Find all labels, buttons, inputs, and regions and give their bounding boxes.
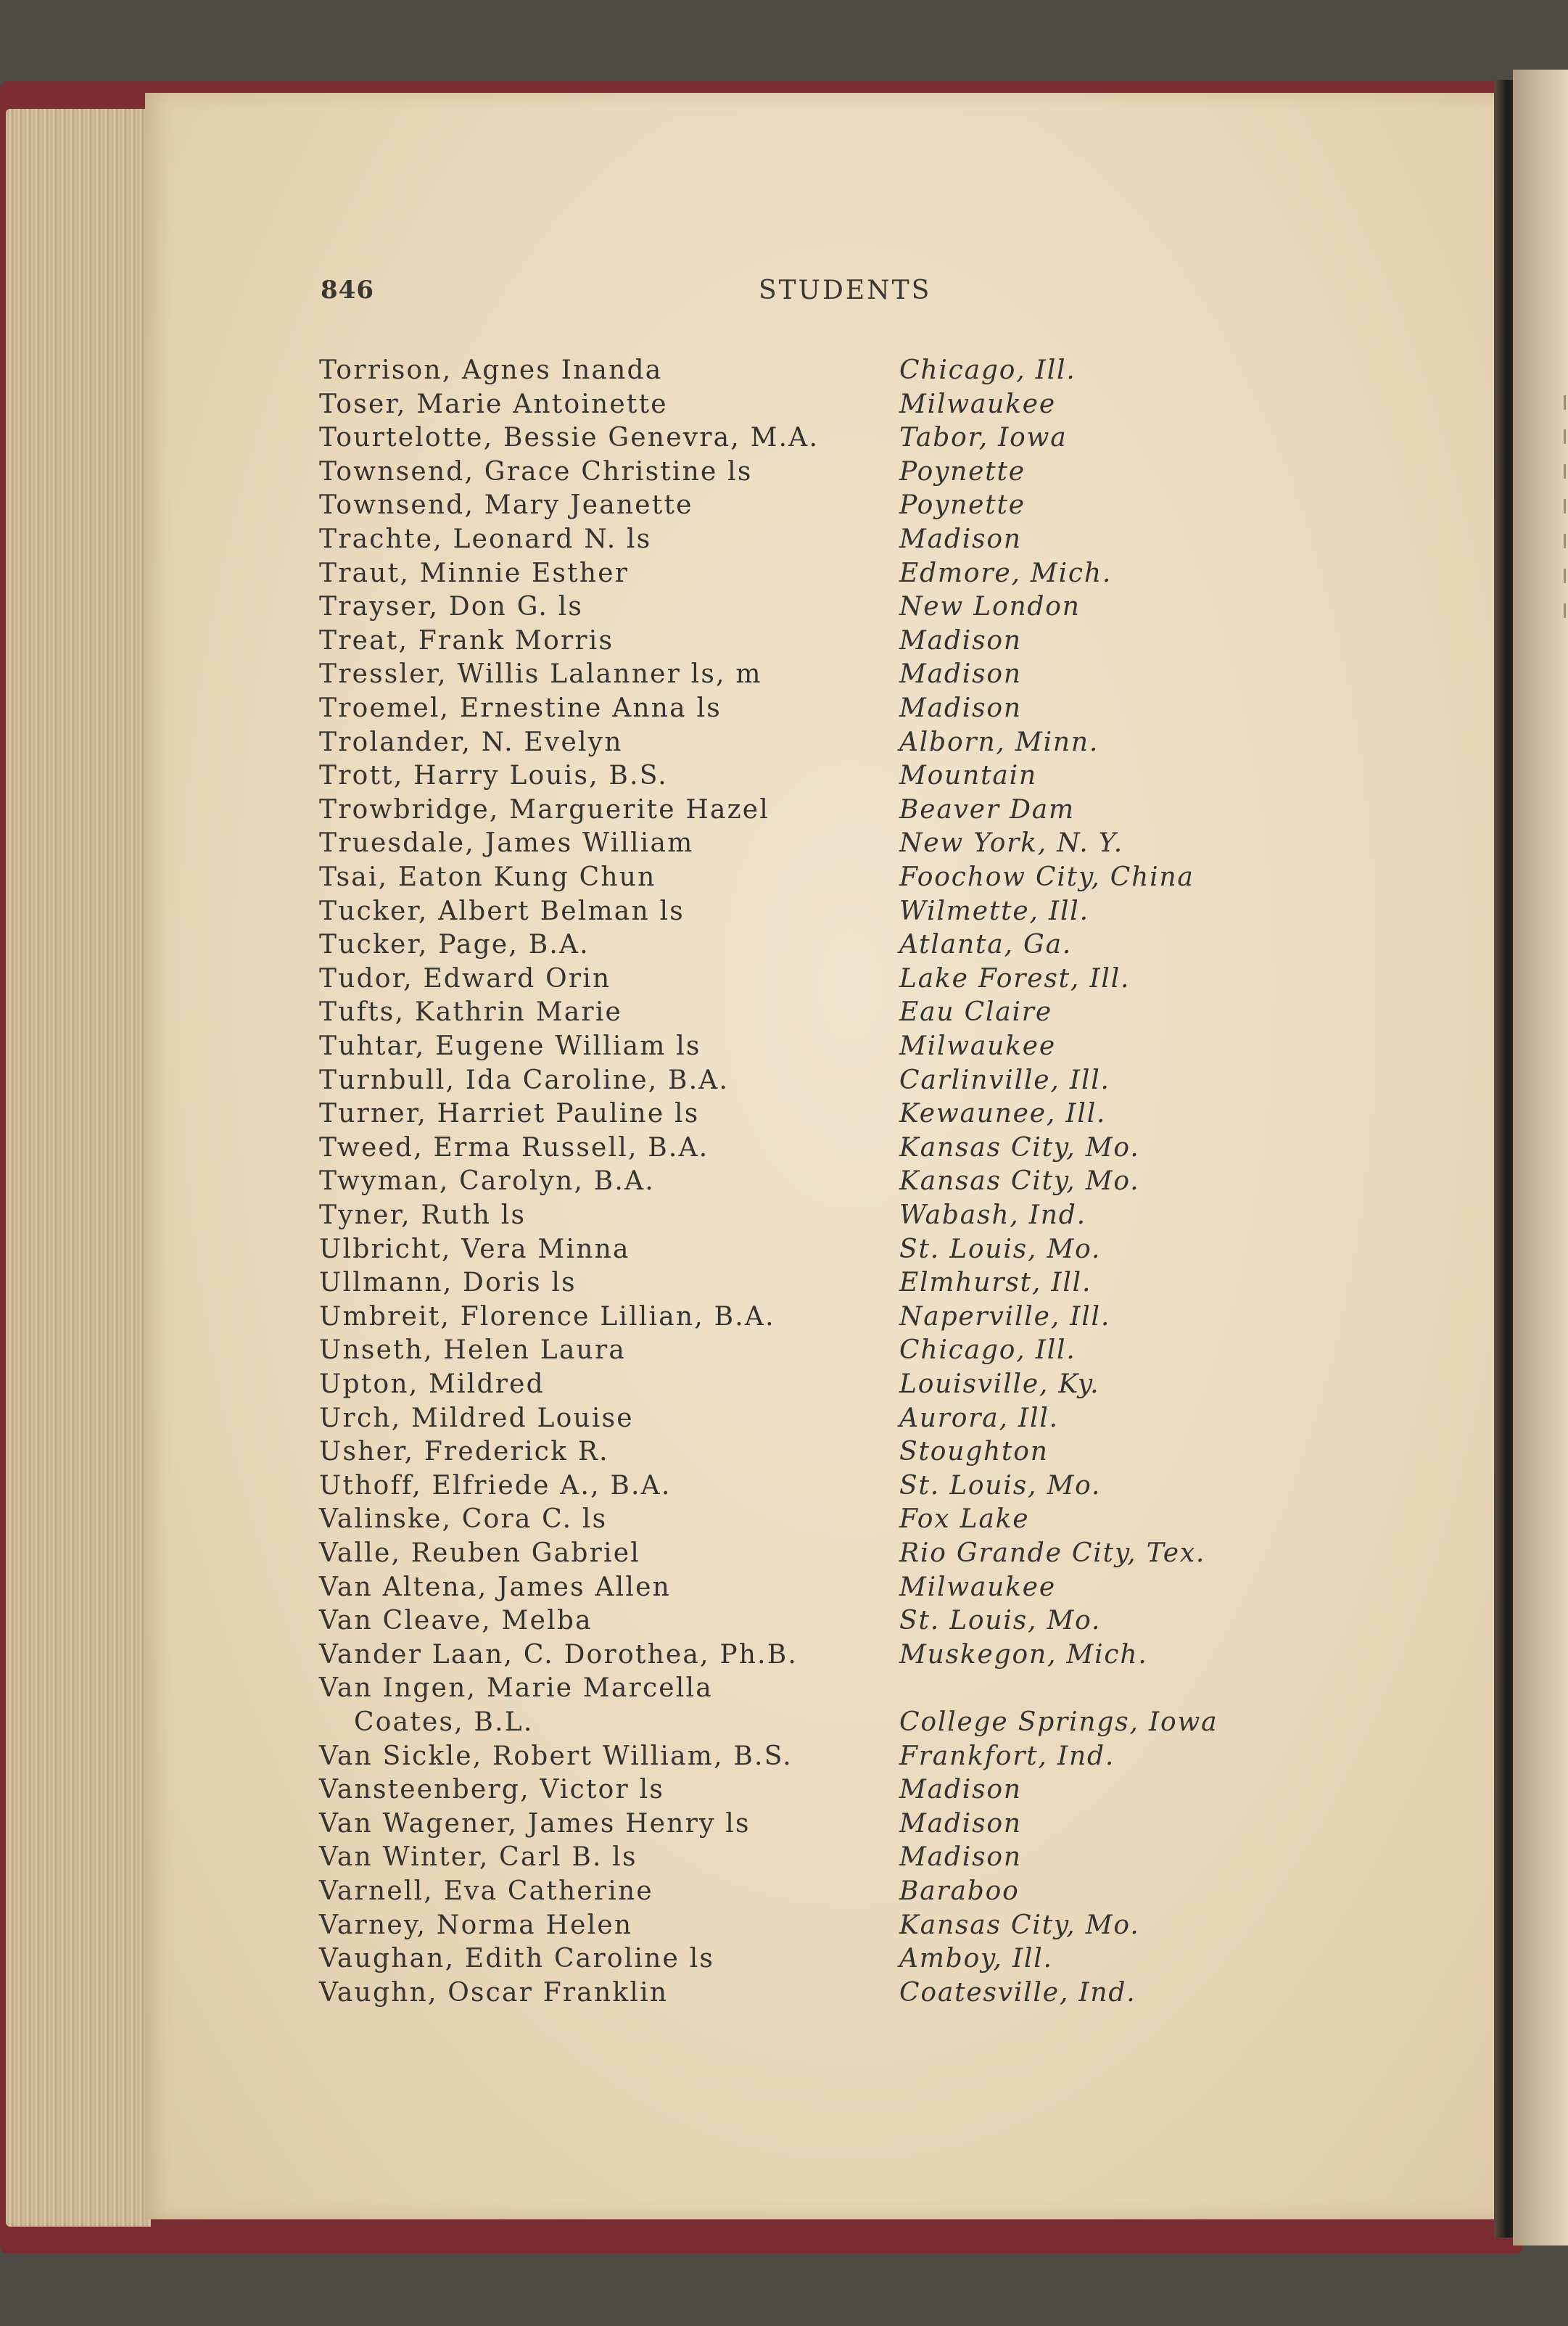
student-name: Toser, Marie Antoinette — [319, 389, 668, 419]
student-hometown: Elmhurst, Ill. — [899, 1268, 1092, 1298]
student-name: Trott, Harry Louis, B.S. — [319, 761, 668, 791]
list-item — [0, 996, 1568, 1030]
list-item — [0, 1368, 1568, 1402]
student-hometown: Chicago, Ill. — [899, 1335, 1076, 1366]
student-name: Torrison, Agnes Inanda — [319, 355, 663, 385]
student-name: Umbreit, Florence Lillian, B.A. — [319, 1301, 775, 1332]
list-item — [0, 658, 1568, 692]
student-hometown: New York, N. Y. — [899, 828, 1123, 859]
list-item — [0, 1503, 1568, 1537]
student-name: Uthoff, Elfriede A., B.A. — [319, 1470, 672, 1501]
student-name: Truesdale, James William — [319, 828, 694, 859]
student-name: Upton, Mildred — [319, 1369, 545, 1399]
list-item — [0, 1537, 1568, 1571]
student-name: Valle, Reuben Gabriel — [319, 1538, 640, 1568]
student-name: Tucker, Albert Belman ls — [319, 896, 685, 926]
student-name: Turnbull, Ida Caroline, B.A. — [319, 1065, 730, 1095]
running-head: STUDENTS — [759, 276, 932, 305]
student-name: Tyner, Ruth ls — [319, 1200, 527, 1230]
student-hometown: Alborn, Minn. — [899, 727, 1099, 757]
student-name: Van Cleave, Melba — [319, 1606, 593, 1636]
student-hometown: Beaver Dam — [899, 794, 1075, 825]
student-hometown: Tabor, Iowa — [899, 423, 1068, 453]
student-hometown: Mountain — [899, 761, 1037, 791]
student-hometown: Madison — [899, 1808, 1022, 1839]
student-hometown: Wabash, Ind. — [899, 1200, 1086, 1230]
list-item — [0, 692, 1568, 726]
student-hometown: Amboy, Ill. — [899, 1944, 1053, 1974]
list-item — [0, 1131, 1568, 1166]
list-item — [0, 861, 1568, 895]
list-item — [0, 455, 1568, 490]
student-name: Turner, Harriet Pauline ls — [319, 1099, 700, 1129]
list-item — [0, 1841, 1568, 1875]
student-name: Unseth, Helen Laura — [319, 1335, 627, 1366]
list-item — [0, 557, 1568, 591]
list-item — [0, 1740, 1568, 1774]
student-hometown: Kansas City, Mo. — [899, 1166, 1140, 1197]
list-item — [0, 1469, 1568, 1504]
student-hometown: Muskegon, Mich. — [899, 1639, 1148, 1670]
student-hometown: St. Louis, Mo. — [899, 1470, 1102, 1501]
list-item — [0, 895, 1568, 929]
student-hometown: Milwaukee — [899, 1031, 1056, 1061]
student-hometown: Atlanta, Ga. — [899, 930, 1073, 960]
student-hometown: Coatesville, Ind. — [899, 1977, 1136, 2008]
student-hometown: Milwaukee — [899, 389, 1056, 419]
student-name: Varnell, Eva Catherine — [319, 1876, 653, 1906]
list-item — [0, 1435, 1568, 1469]
student-hometown: Louisville, Ky. — [899, 1369, 1100, 1399]
student-hometown: Eau Claire — [899, 997, 1052, 1028]
student-hometown: College Springs, Iowa — [899, 1707, 1218, 1737]
student-name: Traut, Minnie Esther — [319, 558, 630, 588]
list-item — [0, 1266, 1568, 1300]
student-name: Tufts, Kathrin Marie — [319, 997, 623, 1028]
student-name: Urch, Mildred Louise — [319, 1403, 634, 1433]
student-hometown: Madison — [899, 1775, 1022, 1805]
list-item — [0, 1604, 1568, 1638]
list-item — [0, 1909, 1568, 1943]
student-hometown: Foochow City, China — [899, 862, 1194, 892]
student-name: Treat, Frank Morris — [319, 625, 614, 656]
list-item — [0, 726, 1568, 760]
student-name: Van Ingen, Marie Marcella — [319, 1673, 713, 1704]
list-item — [0, 1233, 1568, 1267]
student-name: Tudor, Edward Orin — [319, 963, 611, 994]
list-item — [0, 1875, 1568, 1909]
student-hometown: Aurora, Ill. — [899, 1403, 1059, 1433]
student-hometown: Madison — [899, 524, 1022, 554]
student-hometown: Naperville, Ill. — [899, 1301, 1111, 1332]
student-hometown: Madison — [899, 1842, 1022, 1873]
list-item — [0, 1030, 1568, 1064]
student-hometown: Baraboo — [899, 1876, 1020, 1906]
student-name: Tourtelotte, Bessie Genevra, M.A. — [319, 423, 820, 453]
student-name: Troemel, Ernestine Anna ls — [319, 693, 722, 723]
list-item — [0, 1064, 1568, 1098]
student-hometown: Wilmette, Ill. — [899, 896, 1089, 926]
student-hometown: St. Louis, Mo. — [899, 1606, 1102, 1636]
list-item — [0, 1334, 1568, 1368]
list-item — [0, 354, 1568, 388]
list-item — [0, 962, 1568, 997]
list-item — [0, 1571, 1568, 1605]
student-name: Van Sickle, Robert William, B.S. — [319, 1741, 793, 1771]
student-hometown: Fox Lake — [899, 1504, 1030, 1535]
student-name: Valinske, Cora C. ls — [319, 1504, 608, 1535]
list-item — [0, 388, 1568, 422]
student-name: Trachte, Leonard N. ls — [319, 524, 652, 554]
student-hometown: Madison — [899, 659, 1022, 690]
student-hometown: Kewaunee, Ill. — [899, 1099, 1107, 1129]
student-hometown: Poynette — [899, 490, 1026, 521]
facing-page-mark — [1564, 464, 1566, 479]
list-item — [0, 1942, 1568, 1976]
page-number: 846 — [321, 276, 374, 305]
list-item — [0, 1300, 1568, 1335]
student-hometown: Frankfort, Ind. — [899, 1741, 1115, 1771]
student-name: Tweed, Erma Russell, B.A. — [319, 1132, 709, 1163]
list-item — [0, 523, 1568, 557]
list-item — [0, 1706, 1568, 1740]
student-hometown: Poynette — [899, 456, 1026, 487]
student-name: Van Altena, James Allen — [319, 1572, 671, 1602]
list-item — [0, 1097, 1568, 1131]
student-name: Twyman, Carolyn, B.A. — [319, 1166, 655, 1197]
list-item — [0, 1638, 1568, 1673]
list-item — [0, 1807, 1568, 1842]
facing-page-mark — [1564, 603, 1566, 618]
student-name: Townsend, Mary Jeanette — [319, 490, 693, 521]
student-name: Vander Laan, C. Dorothea, Ph.B. — [319, 1639, 799, 1670]
student-name: Tucker, Page, B.A. — [319, 930, 590, 960]
student-name: Ulbricht, Vera Minna — [319, 1234, 630, 1264]
student-name: Tressler, Willis Lalanner ls, m — [319, 659, 762, 690]
facing-page-mark — [1564, 499, 1566, 514]
list-item — [0, 624, 1568, 659]
list-item — [0, 793, 1568, 828]
student-name: Trowbridge, Marguerite Hazel — [319, 794, 770, 825]
student-hometown: Edmore, Mich. — [899, 558, 1113, 588]
student-hometown: Madison — [899, 693, 1022, 723]
student-name: Ullmann, Doris ls — [319, 1268, 577, 1298]
student-name: Van Wagener, James Henry ls — [319, 1808, 751, 1839]
list-item — [0, 759, 1568, 793]
student-name: Trolander, N. Evelyn — [319, 727, 623, 757]
student-name: Tsai, Eaton Kung Chun — [319, 862, 656, 892]
list-item — [0, 1199, 1568, 1233]
student-hometown: New London — [899, 592, 1081, 622]
student-name: Varney, Norma Helen — [319, 1910, 633, 1940]
list-item — [0, 1165, 1568, 1199]
facing-page-mark — [1564, 395, 1566, 410]
student-hometown: Stoughton — [899, 1437, 1049, 1467]
student-name: Townsend, Grace Christine ls — [319, 456, 753, 487]
student-name: Usher, Frederick R. — [319, 1437, 609, 1467]
student-hometown: Kansas City, Mo. — [899, 1910, 1140, 1940]
facing-page-mark — [1564, 534, 1566, 548]
list-item — [0, 1672, 1568, 1706]
student-hometown: Rio Grande City, Tex. — [899, 1538, 1206, 1568]
list-item — [0, 1773, 1568, 1807]
list-item — [0, 1976, 1568, 2010]
list-item — [0, 928, 1568, 962]
list-item — [0, 421, 1568, 455]
student-hometown: Milwaukee — [899, 1572, 1056, 1602]
list-item — [0, 590, 1568, 624]
facing-page-mark — [1564, 569, 1566, 583]
student-name: Trayser, Don G. ls — [319, 592, 584, 622]
student-name: Van Winter, Carl B. ls — [319, 1842, 637, 1873]
student-hometown: St. Louis, Mo. — [899, 1234, 1102, 1264]
student-name: Vansteenberg, Victor ls — [319, 1775, 664, 1805]
list-item — [0, 827, 1568, 861]
student-hometown: Kansas City, Mo. — [899, 1132, 1140, 1163]
student-hometown: Madison — [899, 625, 1022, 656]
student-hometown: Lake Forest, Ill. — [899, 963, 1131, 994]
facing-page-mark — [1564, 429, 1566, 444]
student-name: Vaughan, Edith Caroline ls — [319, 1944, 715, 1974]
student-name: Coates, B.L. — [354, 1707, 534, 1737]
list-item — [0, 489, 1568, 523]
list-item — [0, 1402, 1568, 1436]
student-hometown: Carlinville, Ill. — [899, 1065, 1110, 1095]
student-hometown: Chicago, Ill. — [899, 355, 1076, 385]
student-name: Vaughn, Oscar Franklin — [319, 1977, 669, 2008]
student-name: Tuhtar, Eugene William ls — [319, 1031, 701, 1061]
